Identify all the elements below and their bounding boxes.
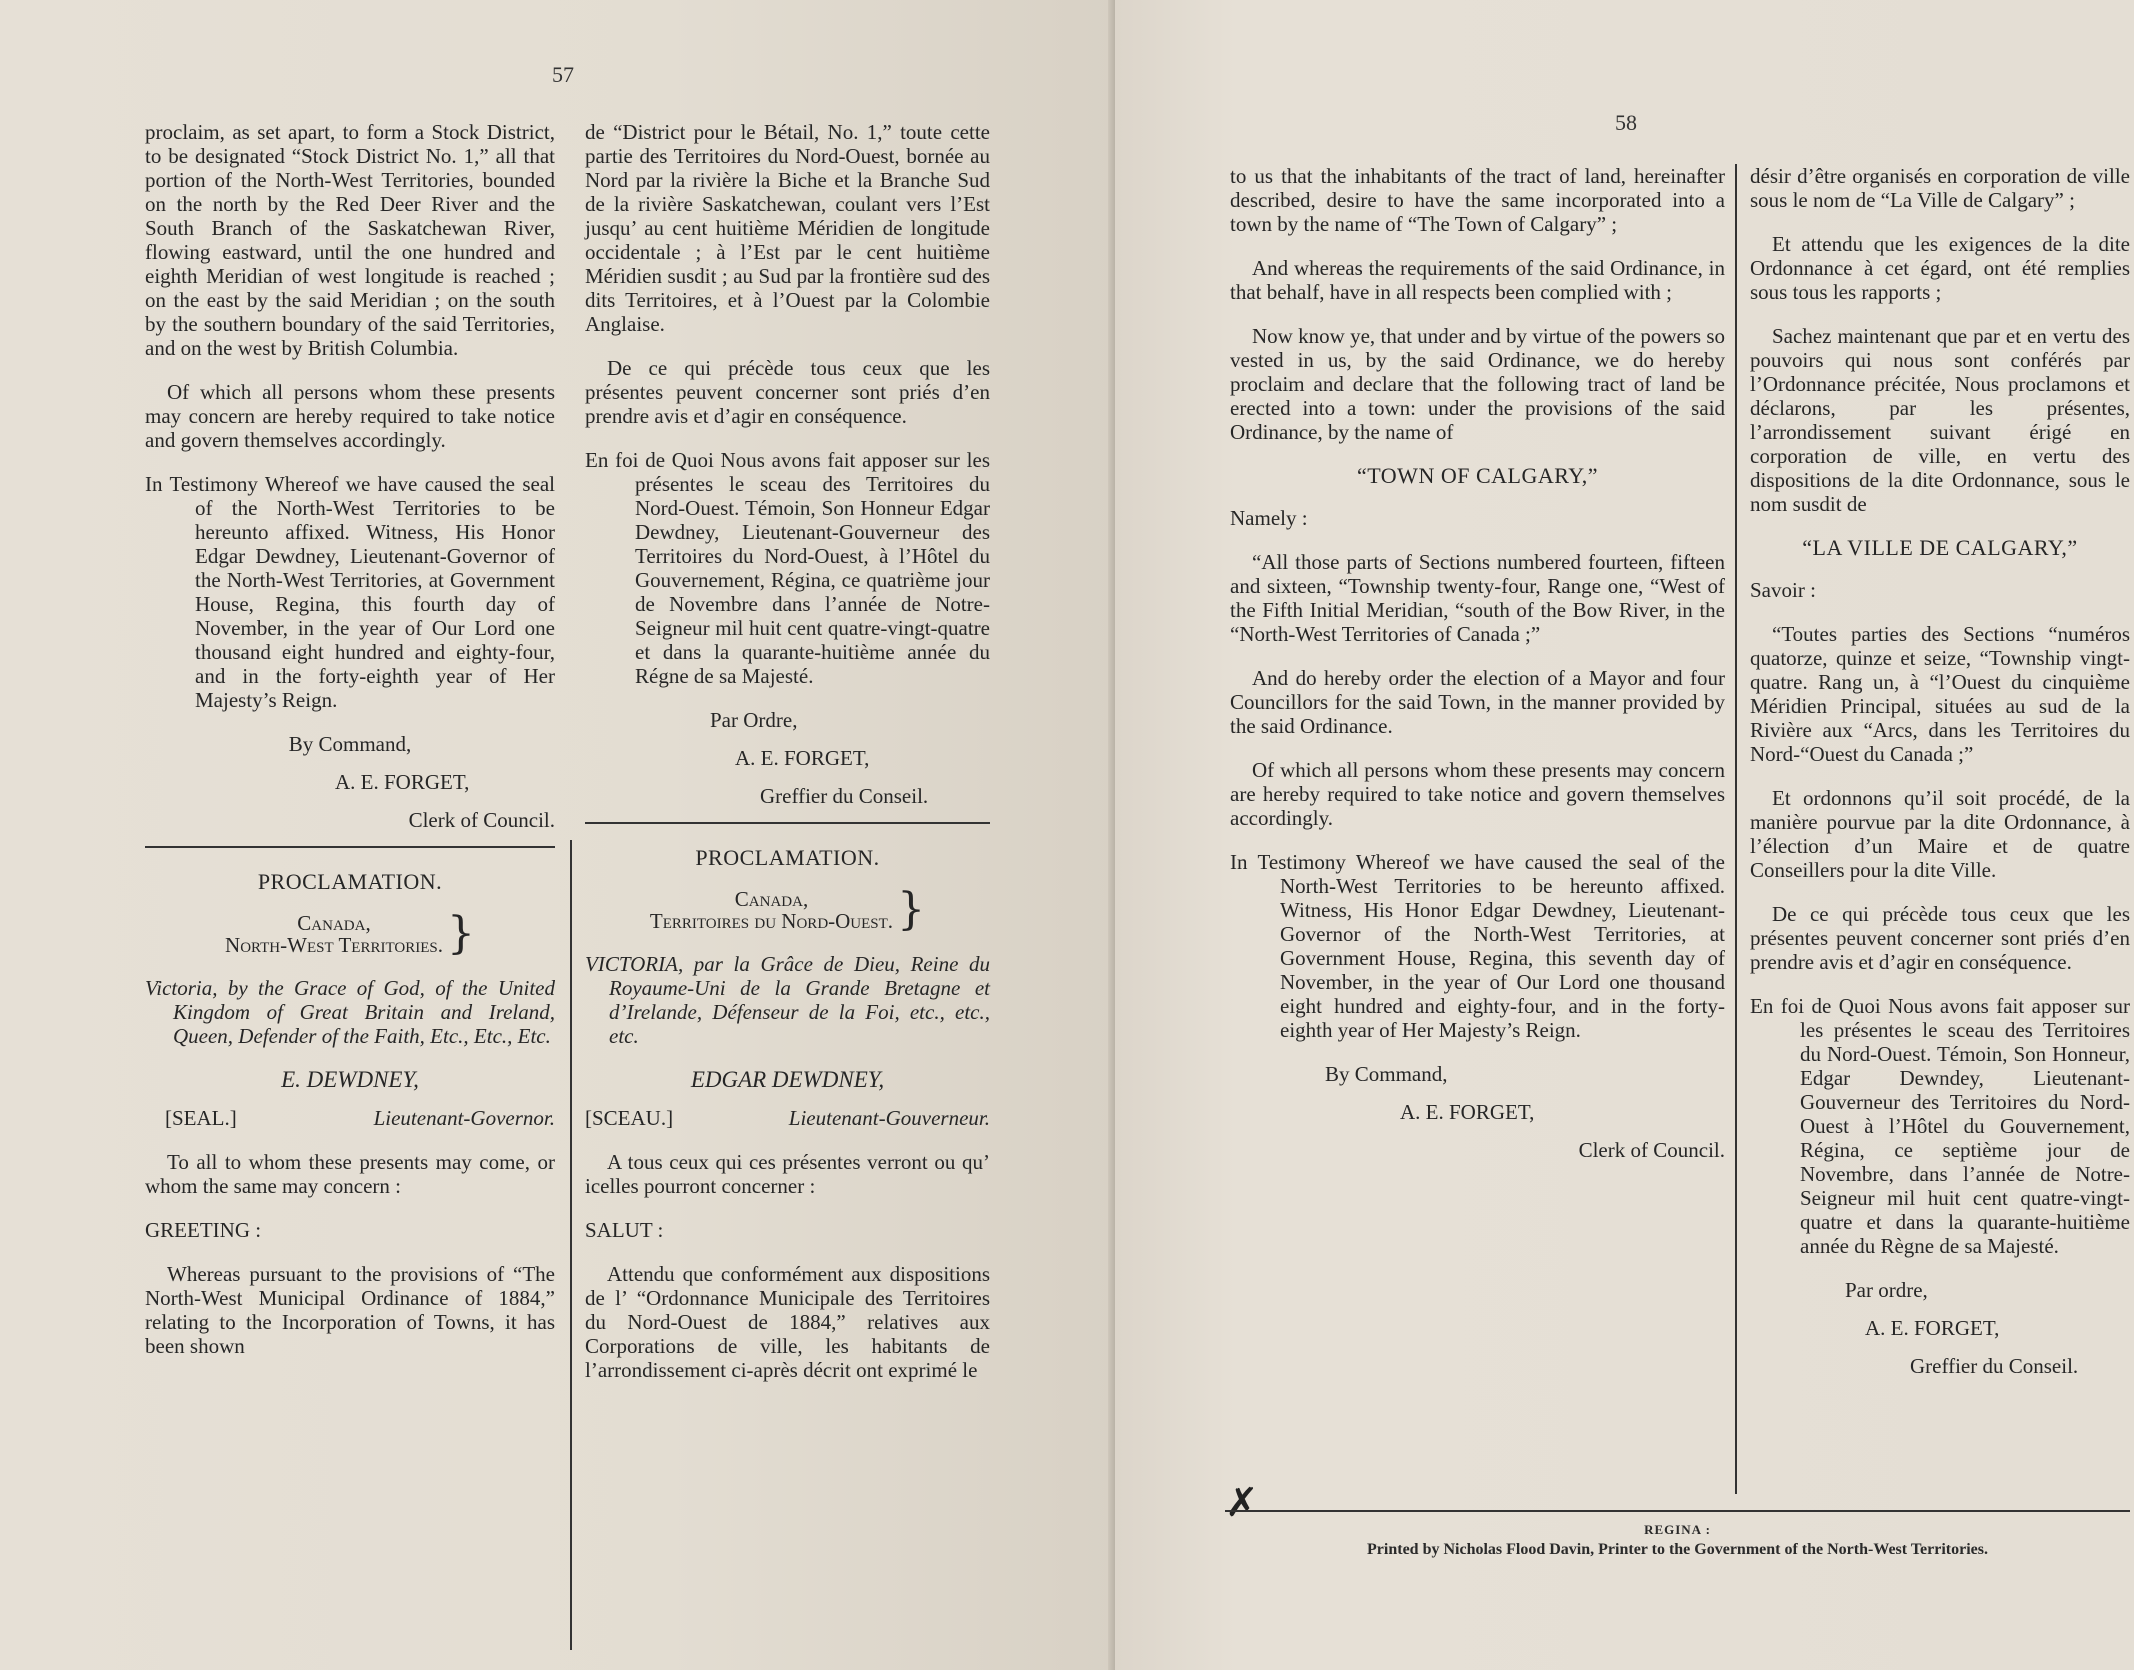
page-number: 58: [1615, 110, 1637, 135]
paragraph: Et ordonnons qu’il soit procédé, de la manière pourvue par la dite Ordonnance, à l’élection d’un Maire et de quatre Conseillers pour la dite Ville.: [1750, 786, 2130, 882]
signer-title: Greffier du Conseil.: [760, 784, 929, 808]
paragraph: de “District pour le Bétail, No. 1,” toute cette partie des Territoires du Nord-Ouest, bornée au Nord par la rivière la Biche et la Branche Sud de la rivière Saskatchewan, coulant vers l’Est jusqu’ au cent huitième Méridien de longitude occidentale ; à l’Est par le cent huitième Méridien susdit ; au Sud par la frontière sud des dits Territoires, et à l’Ouest par la Colombie Anglaise.: [585, 120, 990, 336]
royal-style: Victoria, by the Grace of God, of the United Kingdom of Great Britain and Ireland, Queen, Defender of the Faith, Etc., Etc., Etc.: [145, 976, 555, 1048]
jurisdiction-block: [585, 884, 990, 935]
page-number: 57: [552, 62, 574, 87]
savoir: Savoir :: [1750, 578, 1816, 602]
paragraph: And whereas the requirements of the said Ordinance, in that behalf, have in all respects been complied with ;: [1230, 256, 1725, 304]
paragraph: proclaim, as set apart, to form a Stock District, to be designated “Stock District No. 1,” all that portion of the North-West Territories, bounded on the north by the Red Deer River and the South Branch of the Saskatchewan River, flowing eastward, until the one hundred and eighth Meridian of west longitude is reached ; on the east by the said Meridian ; on the south by the southern boundary of the said Territories, and on the west by British Columbia.: [145, 120, 555, 360]
address: To all to whom these presents may come, or whom the same may concern :: [145, 1150, 555, 1198]
paragraph: Et attendu que les exigences de la dite Ordonnance à cet égard, ont été remplies sous tous les rapports ;: [1750, 232, 2130, 304]
printer-imprint: [1225, 1520, 2130, 1560]
brace-icon: }: [446, 908, 475, 959]
greeting: GREETING :: [145, 1218, 262, 1242]
signer-name: A. E. FORGET,: [335, 770, 470, 794]
paragraph: Whereas pursuant to the provisions of “The North-West Municipal Ordinance of 1884,” relating to the Incorporation of Towns, it has been shown: [145, 1262, 555, 1358]
paragraph: to us that the inhabitants of the tract of land, hereinafter described, desire to have the same incorporated into a town by the name of “The Town of Calgary” ;: [1230, 164, 1725, 236]
imprint-place: REGINA :: [1644, 1522, 1711, 1537]
namely: Namely :: [1230, 506, 1308, 530]
par-ordre: Par Ordre,: [710, 708, 798, 732]
jurisdiction-block: [145, 908, 555, 959]
seal-row: [585, 1106, 990, 1130]
column-rule: [570, 840, 572, 1650]
signer-title: Greffier du Conseil.: [1910, 1354, 2079, 1378]
seal-mark: [SEAL.]: [165, 1106, 237, 1130]
brace-icon: }: [897, 884, 926, 935]
divider: [585, 822, 990, 824]
by-command: By Command,: [288, 732, 412, 756]
footer-rule: [1225, 1510, 2130, 1512]
paragraph: Sachez maintenant que par et en vertu des pouvoirs qui nous sont conférés par l’Ordonnance précitée, Nous proclamons et déclarons, par les présentes, l’arrondissement suivant érigé en corporation de ville, en vertu des dispositions de la dite Ordonnance, sous le nom susdit de: [1750, 324, 2130, 516]
seal-mark: [SCEAU.]: [585, 1106, 674, 1130]
testimony-paragraph: En foi de Quoi Nous avons fait apposer sur les présentes le sceau des Territoires du Nord-Ouest. Témoin, Son Honneur Edgar Dewdney, Lieutenant-Gouverneur des Territoires du Nord-Ouest, à l’Hôtel du Gouvernement, Régina, ce quatrième jour de Novembre dans l’année de Notre-Seigneur mil huit cent quatre-vingt-quatre et dans la quarante-huitième année du Régne de sa Majesté.: [585, 448, 990, 688]
column-rule: [1735, 164, 1737, 1494]
testimony-paragraph: En foi de Quoi Nous avons fait apposer sur les présentes le sceau des Territoires du Nord-Ouest. Témoin, Son Honneur, Edgar Dewndey, Lieutenant-Gouverneur des Territoires du Nord-Ouest à l’Hôtel du Gouvernement, Régina, ce septième jour de Novembre, dans l’année de Notre-Seigneur mil huit cent quatre-vingt-quatre et dans la quarante-huitième année du Règne de sa Majesté.: [1750, 994, 2130, 1258]
signer-name: A. E. FORGET,: [1400, 1100, 1535, 1124]
testimony-paragraph: In Testimony Whereof we have caused the seal of the North-West Territories to be hereunto affixed. Witness, His Honor Edgar Dewdney, Lieutenant-Governor of the North-West Territories, at Government House, Regina, this fourth day of November, in the year of Our Lord one thousand eight hundred and eighty-four, and in the forty-eighth year of Her Majesty’s Reign.: [145, 472, 555, 712]
signer-title: Clerk of Council.: [408, 808, 555, 832]
greeting: SALUT :: [585, 1218, 664, 1242]
proclamation-heading: PROCLAMATION.: [257, 869, 443, 894]
left-column-english: [145, 120, 555, 1378]
proclamation-heading: PROCLAMATION.: [695, 845, 880, 870]
governor-name: E. DEWDNEY,: [281, 1067, 419, 1092]
par-ordre: Par ordre,: [1845, 1278, 1928, 1302]
governor-title: Lieutenant-Governor.: [373, 1106, 555, 1130]
testimony-paragraph: In Testimony Whereof we have caused the seal of the North-West Territories to be hereunto affixed. Witness, His Honor Edgar Dewdney, Lieutenant-Governor of the North-West Territories, at Government House, Regina, this seventh day of November, in the year of Our Lord one thousand eight hundred and eighty-four, and in the forty-eighth year of Her Majesty’s Reign.: [1230, 850, 1725, 1042]
signer-title: Clerk of Council.: [1578, 1138, 1725, 1162]
handwritten-mark-icon: ✗: [1225, 1480, 1259, 1526]
governor-title: Lieutenant-Gouverneur.: [788, 1106, 990, 1130]
jurisdiction-line: Canada,: [297, 911, 371, 935]
signer-name: A. E. FORGET,: [735, 746, 870, 770]
paragraph: désir d’être organisés en corporation de ville sous le nom de “La Ville de Calgary” ;: [1750, 164, 2130, 212]
address: A tous ceux qui ces présentes verront ou qu’ icelles pourront concerner :: [585, 1150, 990, 1198]
governor-name: EDGAR DEWDNEY,: [690, 1067, 885, 1092]
paragraph: Of which all persons whom these presents may concern are hereby required to take notice and govern themselves accordingly.: [145, 380, 555, 452]
land-description: “Toutes parties des Sections “numéros quatorze, quinze et seize, “Township vingt-quatre. Rang un, à “l’Ouest du cinquième Méridien Principal, situées au sud de la Rivière aux “Arcs, dans les Territoires du Nord-“Ouest du Canada ;”: [1750, 622, 2130, 766]
right-column-french: [1750, 164, 2130, 1392]
right-page: [1115, 0, 2134, 1670]
jurisdiction-line: Canada,: [734, 887, 809, 911]
paragraph: And do hereby order the election of a Mayor and four Councillors for the said Town, in the manner provided by the said Ordinance.: [1230, 666, 1725, 738]
royal-style: VICTORIA, par la Grâce de Dieu, Reine du Royaume-Uni de la Grande Bretagne et d’Irelande, Défenseur de la Foi, etc., etc., etc.: [585, 952, 990, 1048]
paragraph: Of which all persons whom these presents may concern are hereby required to take notice and govern themselves accordingly.: [1230, 758, 1725, 830]
jurisdiction-line: Territoires du Nord-Ouest.: [649, 909, 894, 933]
paragraph: Now know ye, that under and by virtue of the powers so vested in us, by the said Ordinance, we do hereby proclaim and declare that the following tract of land be erected into a town: under the provisions of the said Ordinance, by the name of: [1230, 324, 1725, 444]
jurisdiction-line: North-West Territories.: [225, 933, 443, 957]
seal-row: [145, 1106, 555, 1130]
paragraph: Attendu que conformément aux dispositions de l’ “Ordonnance Municipale des Territoires du Nord-Ouest de 1884,” relatives aux Corporations de ville, les habitants de l’arrondissement ci-après décrit ont exprimé le: [585, 1262, 990, 1382]
signer-name: A. E. FORGET,: [1865, 1316, 2000, 1340]
land-description: “All those parts of Sections numbered fourteen, fifteen and sixteen, “Township twenty-four, Range one, “West of the Fifth Initial Meridian, “south of the Bow River, in the “North-West Territories of Canada ;”: [1230, 550, 1725, 646]
town-name: “TOWN OF CALGARY,”: [1356, 463, 1599, 488]
left-column-english: [1230, 164, 1725, 1176]
imprint-printer: Printed by Nicholas Flood Davin, Printer to the Government of the North-West Territories.: [1367, 1541, 1988, 1558]
by-command: By Command,: [1325, 1062, 1448, 1086]
paragraph: De ce qui précède tous ceux que les présentes peuvent concerner sont priés d’en prendre avis et d’agir en conséquence.: [1750, 902, 2130, 974]
paragraph: De ce qui précède tous ceux que les présentes peuvent concerner sont priés d’en prendre avis et d’agir en conséquence.: [585, 356, 990, 428]
divider: [145, 846, 555, 848]
town-name: “LA VILLE DE CALGARY,”: [1802, 535, 2078, 560]
right-column-french: [585, 120, 990, 1402]
